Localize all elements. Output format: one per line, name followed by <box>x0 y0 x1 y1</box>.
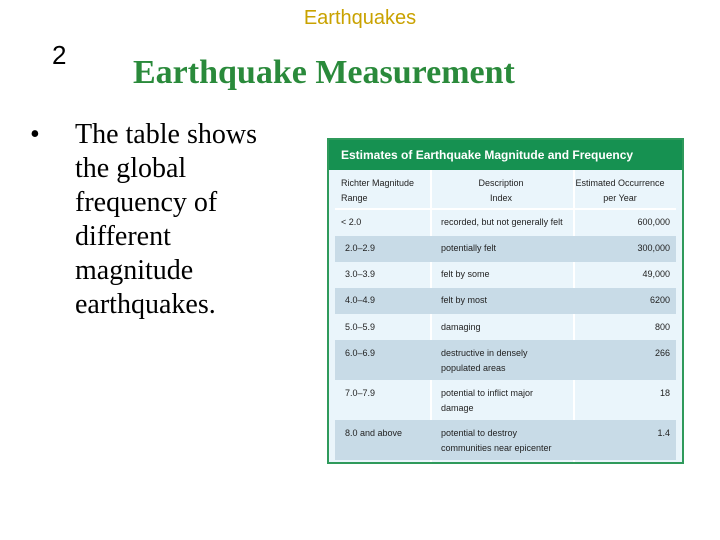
table-row: 5.0–5.9 damaging 800 <box>345 322 670 332</box>
bullet-text: The table shows the global frequency of different magnitude earthquakes. <box>75 119 257 320</box>
bullet-icon: • <box>30 119 40 150</box>
header-tag: Earthquakes <box>303 7 417 29</box>
table-body <box>329 170 682 462</box>
slide-title: Earthquake Measurement <box>133 54 515 91</box>
table-row: < 2.0 recorded, but not generally felt 600,000 <box>341 217 670 227</box>
table-row: 2.0–2.9 potentially felt 300,000 <box>335 236 676 262</box>
table-row: 3.0–3.9 felt by some 49,000 <box>345 269 670 279</box>
bullet-point <box>30 118 292 322</box>
header-occurrence: Estimated Occurrence per Year <box>575 178 665 203</box>
table-header-row <box>335 174 676 210</box>
table-row: 6.0–6.9 destructive in densely populated areas 266 <box>335 340 676 380</box>
slide-number: 2 <box>52 40 67 70</box>
table-title: Estimates of Earthquake Magnitude and Frequency <box>329 140 682 170</box>
earthquake-table <box>327 138 684 464</box>
table-row: 4.0–4.9 felt by most 6200 <box>335 288 676 314</box>
table-row: 8.0 and above potential to destroy communities near epicenter 1.4 <box>335 420 676 460</box>
header-range: Richter Magnitude Range <box>341 178 415 203</box>
table-row: 7.0–7.9 potential to inflict major damage 18 <box>345 388 670 413</box>
header-description: Description Index <box>478 178 524 203</box>
